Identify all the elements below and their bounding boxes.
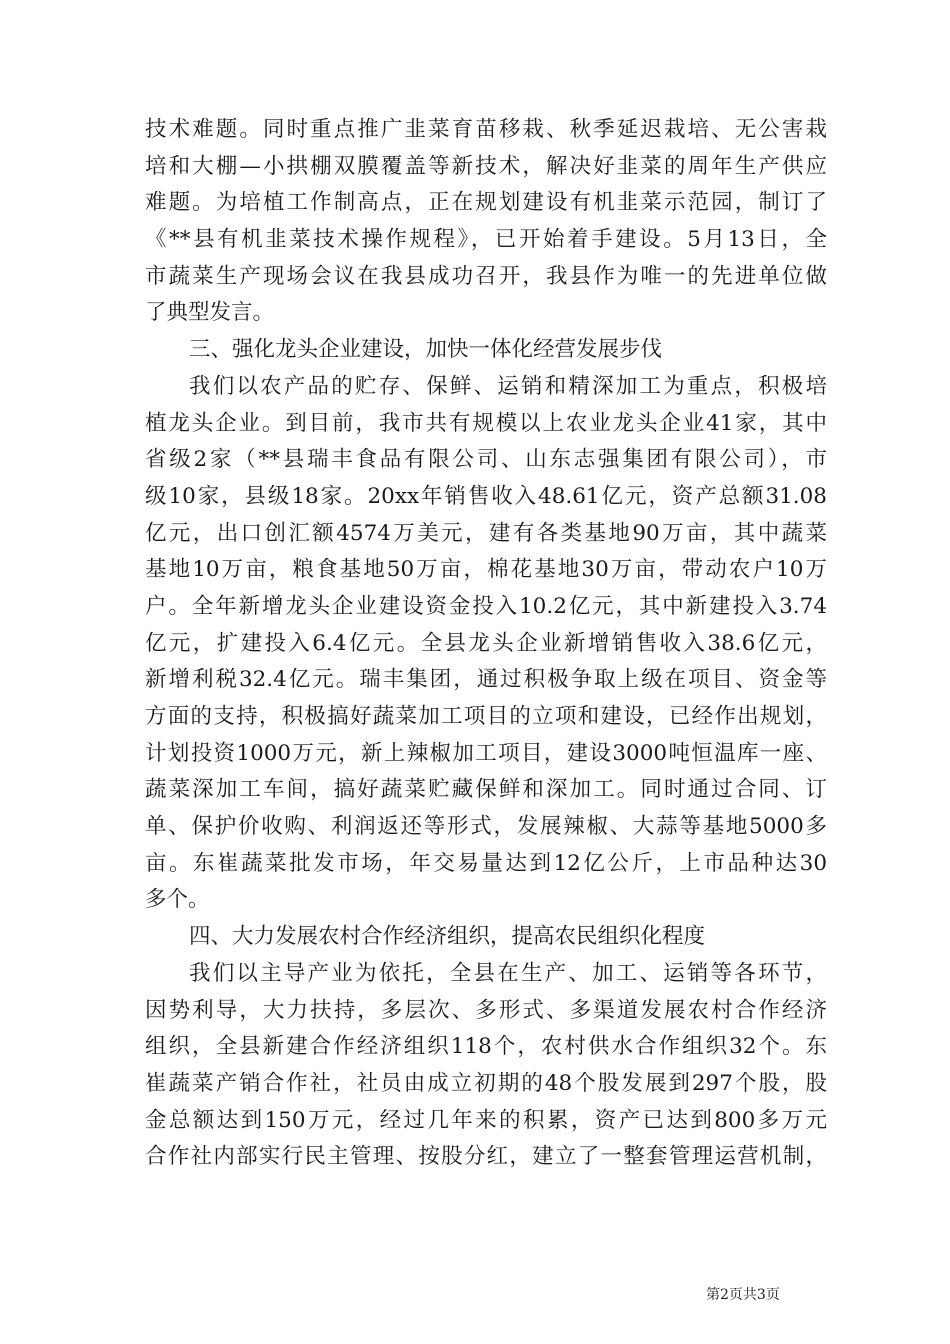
text-line: 我们以主导产业为依托，全县在生产、加工、运销等各环节， [189, 960, 827, 986]
text-line: 植龙头企业。到目前，我市共有规模以上农业龙头企业41家，其中 [145, 410, 827, 436]
text-line: 合作社内部实行民主管理、按股分红，建立了一整套管理运营机制， [145, 1144, 827, 1170]
text-line: 计划投资1000万元，新上辣椒加工项目，建设3000吨恒温库一座、 [145, 740, 827, 766]
text-line: 级10家，县级18家。20xx年销售收入48.61亿元，资产总额31.08 [145, 483, 827, 509]
text-line: 因势利导，大力扶持，多层次、多形式、多渠道发展农村合作经济 [145, 997, 827, 1023]
text-line: 方面的支持，积极搞好蔬菜加工项目的立项和建设，已经作出规划， [145, 704, 827, 729]
heading-text: 四、大力发展农村合作经济组织，提高农民组织化程度 [189, 924, 706, 950]
section-heading-3 [145, 332, 827, 369]
document-body [145, 112, 827, 1176]
text-line: 培和大棚—小拱棚双膜覆盖等新技术，解决好韭菜的周年生产供应 [145, 153, 827, 179]
heading-text: 三、强化龙头企业建设，加快一体化经营发展步伐 [189, 337, 663, 363]
text-line: 户。全年新增龙头企业建设资金投入10.2亿元，其中新建投入3.74 [145, 593, 827, 619]
text-line: 亿元，出口创汇额4574万美元，建有各类基地90万亩，其中蔬菜 [145, 520, 827, 546]
text-line: 省级2家（**县瑞丰食品有限公司、山东志强集团有限公司），市 [145, 447, 827, 473]
paragraph-cooperatives [145, 956, 827, 1176]
text-line: 崔蔬菜产销合作社，社员由成立初期的48个股发展到297个股，股 [145, 1070, 827, 1096]
text-line: 《**县有机韭菜技术操作规程》，已开始着手建设。5月13日，全 [145, 227, 827, 253]
text-line: 技术难题。同时重点推广韭菜育苗移栽、秋季延迟栽培、无公害栽 [145, 117, 827, 142]
text-line: 亩。东崔蔬菜批发市场，年交易量达到12亿公斤，上市品种达30 [145, 850, 827, 876]
text-line: 了典型发言。 [145, 300, 275, 326]
text-line: 亿元，扩建投入6.4亿元。全县龙头企业新增销售收入38.6亿元， [145, 630, 827, 656]
paragraph-continuation [145, 112, 827, 332]
page-number: 第2页共3页 [706, 1287, 780, 1303]
section-heading-4 [145, 919, 827, 956]
text-line: 难题。为培植工作制高点，正在规划建设有机韭菜示范园，制订了 [145, 190, 827, 216]
text-line: 蔬菜深加工车间，搞好蔬菜贮藏保鲜和深加工。同时通过合同、订 [145, 777, 827, 803]
paragraph-leading-enterprises [145, 369, 827, 919]
text-line: 金总额达到150万元，经过几年来的积累，资产已达到800多万元 [145, 1107, 827, 1133]
text-line: 我们以农产品的贮存、保鲜、运销和精深加工为重点，积极培 [189, 373, 827, 399]
text-line: 单、保护价收购、利润返还等形式，发展辣椒、大蒜等基地5000多 [145, 814, 827, 840]
text-line: 多个。 [145, 887, 210, 913]
text-line: 市蔬菜生产现场会议在我县成功召开，我县作为唯一的先进单位做 [145, 263, 827, 289]
text-line: 基地10万亩，粮食基地50万亩，棉花基地30万亩，带动农户10万 [145, 557, 827, 583]
text-line: 组织，全县新建合作经济组织118个，农村供水合作组织32个。东 [145, 1034, 827, 1060]
text-line: 新增利税32.4亿元。瑞丰集团，通过积极争取上级在项目、资金等 [145, 667, 827, 693]
